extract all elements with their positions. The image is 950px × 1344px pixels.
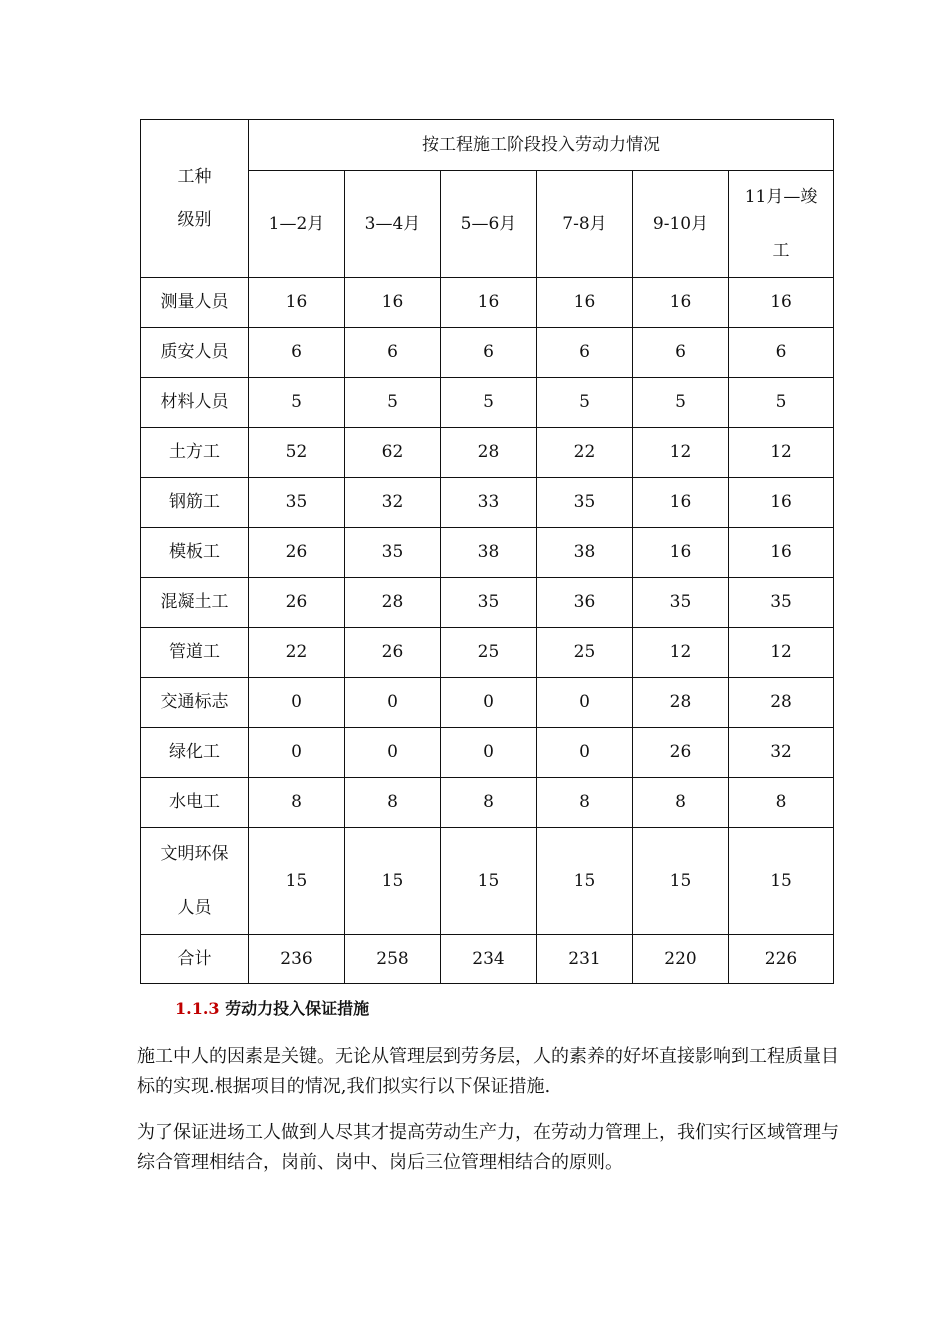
table-cell: 8 — [249, 778, 345, 828]
table-row — [141, 578, 834, 628]
trade-name: 土方工 — [141, 428, 249, 478]
table-row — [141, 828, 834, 935]
table-cell: 22 — [537, 428, 633, 478]
table-cell: 8 — [441, 778, 537, 828]
table-cell: 35 — [345, 528, 441, 578]
total-cell: 226 — [729, 935, 834, 984]
body-paragraph: 施工中人的因素是关键。无论从管理层到劳务层，人的素养的好坏直接影响到工程质量目标的实现.根据项目的情况,我们拟实行以下保证措施. — [137, 1046, 839, 1097]
table-cell: 12 — [729, 628, 834, 678]
period-header — [729, 171, 834, 278]
table-cell: 15 — [537, 828, 633, 935]
table-cell: 15 — [441, 828, 537, 935]
table-cell: 16 — [729, 478, 834, 528]
level-header-label: 级别 — [177, 209, 212, 230]
period-header: 1—2月 — [249, 171, 345, 278]
table-cell: 6 — [249, 328, 345, 378]
trade-name — [141, 828, 249, 935]
table-cell: 5 — [633, 378, 729, 428]
table-cell: 16 — [729, 528, 834, 578]
table-cell: 16 — [729, 278, 834, 328]
table-cell: 26 — [345, 628, 441, 678]
period-header: 5—6月 — [441, 171, 537, 278]
section-number: 1.1.3 — [175, 999, 220, 1018]
table-cell: 6 — [441, 328, 537, 378]
table-cell: 0 — [345, 728, 441, 778]
table-cell: 36 — [537, 578, 633, 628]
trade-level-header — [141, 120, 249, 278]
table-cell: 15 — [633, 828, 729, 935]
labor-input-table — [140, 119, 834, 984]
table-cell: 16 — [633, 528, 729, 578]
phase-header: 按工程施工阶段投入劳动力情况 — [249, 120, 834, 171]
total-cell: 220 — [633, 935, 729, 984]
table-cell: 32 — [729, 728, 834, 778]
table-cell: 26 — [249, 578, 345, 628]
table-cell: 16 — [249, 278, 345, 328]
trade-name: 材料人员 — [141, 378, 249, 428]
period-header-line2: 工 — [772, 241, 790, 261]
trade-name: 交通标志 — [141, 678, 249, 728]
table-cell: 35 — [729, 578, 834, 628]
table-cell: 15 — [729, 828, 834, 935]
trade-name: 管道工 — [141, 628, 249, 678]
table-row — [141, 328, 834, 378]
table-cell: 26 — [249, 528, 345, 578]
section-title: 劳动力投入保证措施 — [225, 999, 370, 1018]
total-cell: 234 — [441, 935, 537, 984]
table-row — [141, 528, 834, 578]
table-cell: 0 — [441, 678, 537, 728]
table-cell: 8 — [729, 778, 834, 828]
table-cell: 16 — [537, 278, 633, 328]
table-row — [141, 278, 834, 328]
table-cell: 12 — [729, 428, 834, 478]
table-row — [141, 678, 834, 728]
table-cell: 5 — [249, 378, 345, 428]
table-row — [141, 728, 834, 778]
total-cell: 231 — [537, 935, 633, 984]
table-cell: 35 — [249, 478, 345, 528]
table-cell: 12 — [633, 628, 729, 678]
trade-name: 水电工 — [141, 778, 249, 828]
trade-name-line2: 人员 — [177, 898, 212, 918]
table-cell: 28 — [345, 578, 441, 628]
table-cell: 26 — [633, 728, 729, 778]
table-cell: 6 — [729, 328, 834, 378]
table-cell: 22 — [249, 628, 345, 678]
total-cell: 236 — [249, 935, 345, 984]
period-header: 3—4月 — [345, 171, 441, 278]
trade-name: 钢筋工 — [141, 478, 249, 528]
table-cell: 6 — [345, 328, 441, 378]
table-cell: 35 — [633, 578, 729, 628]
table-cell: 16 — [441, 278, 537, 328]
table-cell: 25 — [441, 628, 537, 678]
total-row — [141, 935, 834, 984]
table-cell: 52 — [249, 428, 345, 478]
table-cell: 35 — [537, 478, 633, 528]
total-cell: 258 — [345, 935, 441, 984]
table-cell: 8 — [537, 778, 633, 828]
trade-name: 绿化工 — [141, 728, 249, 778]
period-header-line1: 11月—竣 — [744, 186, 818, 207]
table-cell: 16 — [633, 278, 729, 328]
table-cell: 62 — [345, 428, 441, 478]
table-cell: 0 — [249, 728, 345, 778]
trade-header-label: 工种 — [177, 167, 212, 188]
table-cell: 6 — [537, 328, 633, 378]
table-cell: 28 — [633, 678, 729, 728]
period-header: 7-8月 — [537, 171, 633, 278]
table-cell: 0 — [249, 678, 345, 728]
trade-name-line1: 文明环保 — [160, 843, 229, 864]
table-cell: 28 — [441, 428, 537, 478]
table-cell: 38 — [537, 528, 633, 578]
table-cell: 35 — [441, 578, 537, 628]
table-cell: 38 — [441, 528, 537, 578]
table-cell: 5 — [537, 378, 633, 428]
table-cell: 12 — [633, 428, 729, 478]
table-row — [141, 378, 834, 428]
table-cell: 5 — [729, 378, 834, 428]
table-row — [141, 778, 834, 828]
table-cell: 28 — [729, 678, 834, 728]
total-label: 合计 — [141, 935, 249, 984]
table-cell: 6 — [633, 328, 729, 378]
table-row — [141, 428, 834, 478]
trade-name: 测量人员 — [141, 278, 249, 328]
table-cell: 16 — [633, 478, 729, 528]
table-cell: 5 — [345, 378, 441, 428]
trade-name: 混凝土工 — [141, 578, 249, 628]
table-cell: 25 — [537, 628, 633, 678]
trade-name: 模板工 — [141, 528, 249, 578]
trade-name: 质安人员 — [141, 328, 249, 378]
table-cell: 16 — [345, 278, 441, 328]
table-cell: 15 — [345, 828, 441, 935]
table-cell: 8 — [345, 778, 441, 828]
table-cell: 32 — [345, 478, 441, 528]
table-cell: 33 — [441, 478, 537, 528]
table-cell: 0 — [537, 678, 633, 728]
period-header: 9-10月 — [633, 171, 729, 278]
table-cell: 5 — [441, 378, 537, 428]
table-row — [141, 478, 834, 528]
table-cell: 8 — [633, 778, 729, 828]
table-cell: 0 — [441, 728, 537, 778]
section-heading — [175, 996, 369, 1019]
table-cell: 15 — [249, 828, 345, 935]
body-paragraph: 为了保证进场工人做到人尽其才提高劳动生产力，在劳动力管理上，我们实行区域管理与综合管理相结合，岗前、岗中、岗后三位管理相结合的原则。 — [137, 1122, 839, 1173]
table-row — [141, 628, 834, 678]
table-cell: 0 — [345, 678, 441, 728]
table-cell: 0 — [537, 728, 633, 778]
